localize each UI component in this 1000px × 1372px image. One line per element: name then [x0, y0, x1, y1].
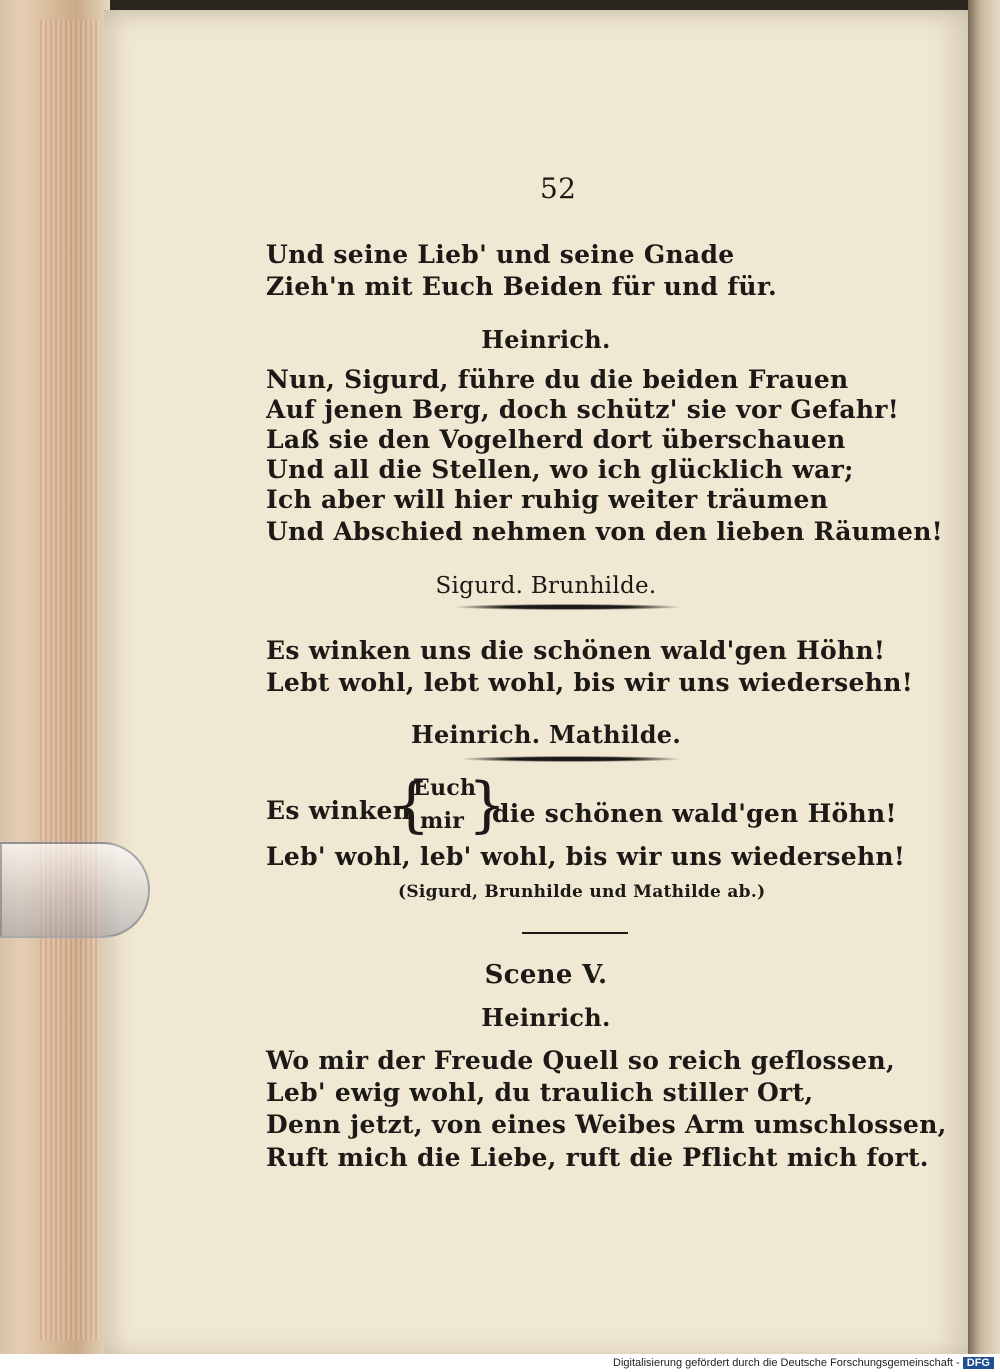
verse-line: Ruft mich die Liebe, ruft die Pflicht mich fort. [266, 1143, 929, 1172]
speaker-heading: Sigurd. Brunhilde. [435, 573, 657, 599]
stage-direction: (Sigurd, Brunhilde und Mathilde ab.) [398, 882, 766, 902]
right-brace: } [468, 770, 507, 840]
verse-line-start: Es winken [266, 796, 412, 825]
verse-line: Nun, Sigurd, führe du die beiden Frauen [266, 365, 849, 394]
scene-divider [522, 932, 628, 934]
glass-page-clip [0, 842, 150, 938]
verse-line: Es winken uns die schönen wald'gen Höhn! [266, 636, 886, 665]
option-mir: mir [420, 808, 465, 834]
dfg-logo: DFG [963, 1357, 994, 1369]
speaker-heading: Heinrich. [481, 1003, 611, 1032]
heading-flourish [462, 756, 680, 762]
left-brace: { [392, 770, 431, 840]
speaker-heading: Heinrich. Mathilde. [410, 720, 682, 749]
page-stack-edge [0, 0, 110, 1355]
option-euch: Euch [413, 775, 477, 801]
verse-line: Auf jenen Berg, doch schütz' sie vor Gefahr! [266, 395, 900, 424]
footer-text: Digitalisierung gefördert durch die Deutsche Forschungsgemeinschaft - [613, 1357, 960, 1369]
verse-line: Und all die Stellen, wo ich glücklich war; [266, 455, 854, 484]
scene-title: Scene V. [484, 960, 608, 990]
page-number: 52 [540, 172, 577, 205]
verse-line: Zieh'n mit Euch Beiden für und für. [266, 272, 778, 301]
verse-line: Lebt wohl, lebt wohl, bis wir uns wiedersehn! [266, 668, 913, 697]
verse-line-end: die schönen wald'gen Höhn! [492, 799, 897, 828]
verse-line: Ich aber will hier ruhig weiter träumen [266, 485, 829, 514]
digitization-footer [0, 1354, 1000, 1372]
verse-line: Wo mir der Freude Quell so reich geflossen, [266, 1046, 895, 1075]
verse-line: Und Abschied nehmen von den lieben Räumen! [266, 517, 943, 546]
verse-line: Und seine Lieb' und seine Gnade [266, 240, 735, 269]
verse-line: Leb' ewig wohl, du traulich stiller Ort, [266, 1078, 814, 1107]
book-gutter [968, 0, 1000, 1360]
verse-line: Leb' wohl, leb' wohl, bis wir uns wiedersehn! [266, 842, 906, 871]
verse-line: Laß sie den Vogelherd dort überschauen [266, 425, 846, 454]
heading-flourish [455, 604, 680, 610]
verse-line: Denn jetzt, von eines Weibes Arm umschlossen, [266, 1110, 947, 1139]
speaker-heading: Heinrich. [481, 325, 611, 354]
